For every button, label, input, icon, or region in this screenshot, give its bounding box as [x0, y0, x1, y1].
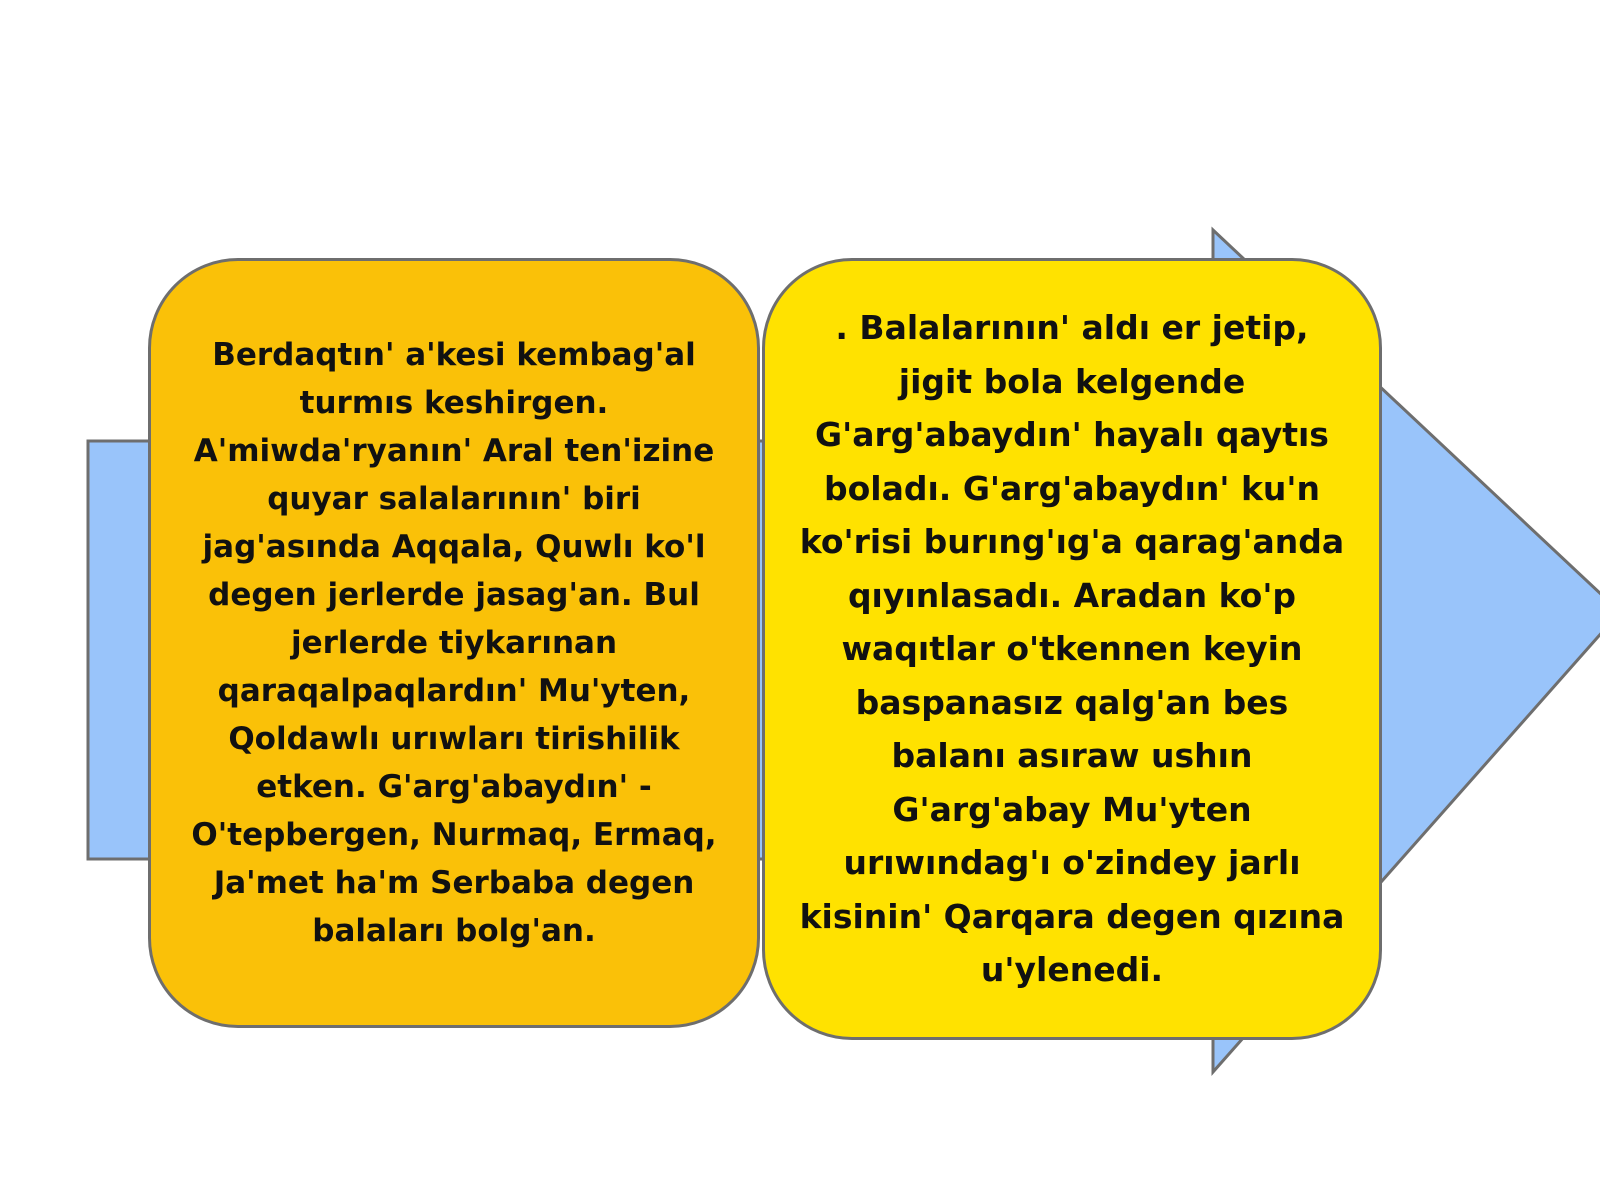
left-text-box	[148, 258, 760, 1028]
right-box-text: . Balalarının' aldı er jetip, jigit bola kelgende G'arg'abaydın' hayalı qaytıs boladı. G'arg'abaydın' ku'n ko'risi burıng'ıg'a qarag'anda qıyınlasadı. Aradan ko'p waqıtlar o'tkennen keyin baspanasız qalg'an bes balanı asıraw ushın G'arg'abay Mu'yten urıwındag'ı o'zindey jarlı kisinin' Qarqara degen qızına u'ylenedi.	[799, 308, 1345, 990]
right-text-box	[762, 258, 1382, 1040]
left-box-text: Berdaqtın' a'kesi kembag'al turmıs keshirgen. A'miwda'ryanın' Aral ten'izine quyar salalarının' biri jag'asında Aqqala, Quwlı ko'l degen jerlerde jasag'an. Bul jerlerde tiykarınan qaraqalpaqlardın' Mu'yten, Qoldawlı urıwları tirishilik etken. G'arg'abaydın' - O'tepbergen, Nurmaq, Ermaq, Ja'met ha'm Serbaba degen balaları bolg'an.	[191, 337, 717, 949]
